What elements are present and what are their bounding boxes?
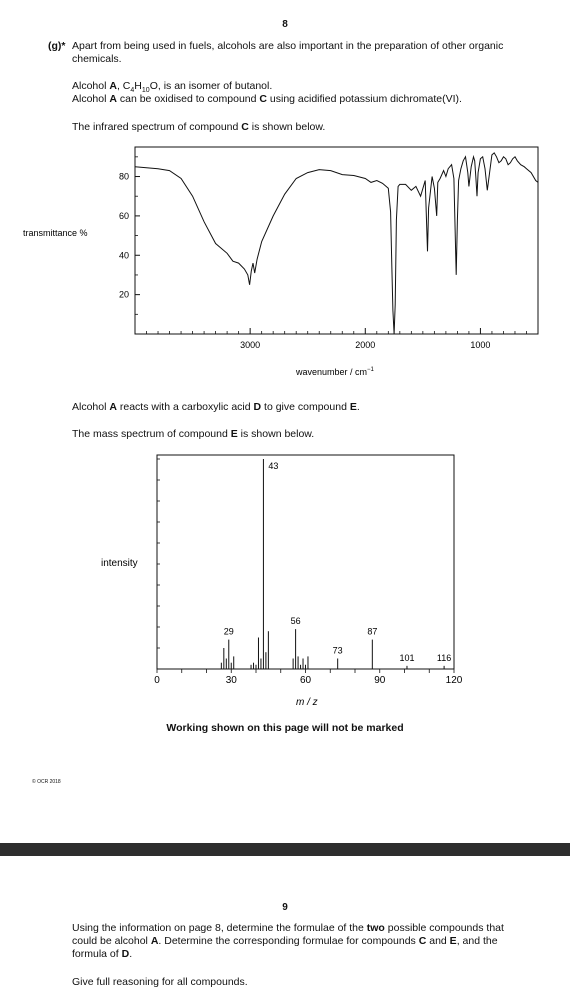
- ms-intro: [72, 428, 314, 441]
- bold-two: two: [366, 922, 385, 934]
- ir-x-axis: [135, 328, 538, 350]
- label-d: D: [253, 401, 262, 413]
- formula-o: O: [149, 80, 158, 92]
- ir-x-axis-label: [295, 367, 375, 377]
- page-9: [0, 856, 570, 996]
- ir-spectrum-chart: [0, 135, 570, 385]
- ir-y-tick-label: 20: [118, 289, 129, 300]
- ms-x-tick-label: 90: [374, 675, 386, 686]
- text-span: can be oxidised to compound: [116, 93, 260, 105]
- page-divider: [0, 843, 570, 856]
- instruction-line-3: [72, 948, 552, 961]
- text-span: formula of: [72, 948, 122, 960]
- label-e: E: [349, 401, 357, 413]
- ir-x-tick-label: 3000: [240, 340, 261, 350]
- formula-h: H: [134, 80, 142, 92]
- ms-peak-label: 116: [436, 652, 452, 663]
- page-9-instructions: [72, 922, 552, 961]
- ir-intro: [72, 121, 325, 134]
- ir-y-tick-label: 40: [118, 250, 129, 261]
- label-a: A: [150, 935, 159, 947]
- question-intro-line-1: Apart from being used in fuels, alcohols are also important in the preparation of other organic: [72, 40, 504, 52]
- label-a: A: [109, 93, 117, 105]
- instruction-line-2: [72, 935, 552, 948]
- text-span: The mass spectrum of compound: [72, 428, 231, 440]
- text-span: Alcohol: [72, 80, 110, 92]
- formula-subscript: 4: [130, 87, 135, 95]
- page-number: 8: [282, 19, 288, 30]
- text-span: ,: [116, 80, 123, 92]
- label-d: D: [121, 948, 130, 960]
- ir-spectrum-trace: [135, 153, 538, 334]
- ms-peak-label: 43: [268, 461, 279, 471]
- label-c: C: [241, 121, 249, 133]
- ms-peak-label: 73: [332, 645, 343, 656]
- text-span: .: [356, 401, 360, 413]
- text-span: possible compounds that: [384, 922, 504, 934]
- ms-peak-label: 87: [367, 626, 378, 637]
- question-intro: [72, 40, 552, 66]
- ir-x-tick-label: 1000: [470, 340, 491, 350]
- ir-y-tick-label: 60: [118, 210, 129, 221]
- ir-x-axis-label-sup: −1: [367, 367, 374, 373]
- text-span: is shown below.: [237, 428, 315, 440]
- text-span: .: [129, 948, 133, 960]
- ir-y-axis: [119, 157, 140, 314]
- ms-y-axis-label: intensity: [101, 558, 138, 569]
- working-note: Working shown on this page will not be marked: [166, 722, 404, 734]
- text-span: reacts with a carboxylic acid: [116, 401, 254, 413]
- label-a: A: [109, 401, 117, 413]
- text-span: Alcohol: [72, 93, 110, 105]
- instruction-line-1: [72, 922, 552, 935]
- question-label: (g)*: [48, 40, 66, 52]
- ms-peak-label: 56: [290, 616, 301, 627]
- oxidation-line: [72, 93, 552, 106]
- ir-x-axis-label-text: wavenumber / cm: [296, 367, 368, 377]
- ir-y-tick-label: 80: [118, 171, 129, 182]
- text-span: , is an isomer of butanol.: [157, 80, 273, 92]
- ms-peaks: [221, 459, 451, 669]
- text-span: . Determine the corresponding formulae for compounds: [158, 935, 419, 947]
- copyright-notice: © OCR 2018: [32, 779, 61, 785]
- label-e: E: [230, 428, 238, 440]
- ms-x-tick-label: 30: [225, 675, 237, 686]
- label-a: A: [109, 80, 117, 92]
- label-e: E: [449, 935, 457, 947]
- question-intro-line-2: chemicals.: [72, 53, 122, 65]
- text-span: Alcohol: [72, 401, 110, 413]
- formula: [122, 80, 158, 95]
- text-span: and: [426, 935, 450, 947]
- ir-y-axis-label: transmittance %: [23, 228, 88, 238]
- formula-subscript: 10: [141, 87, 150, 95]
- page-number: 9: [282, 902, 288, 913]
- reasoning-instruction: Give full reasoning for all compounds.: [72, 976, 248, 988]
- formula-c: C: [122, 80, 131, 92]
- ms-x-tick-label: 60: [299, 675, 312, 686]
- label-c: C: [418, 935, 427, 947]
- ester-line: [72, 401, 360, 414]
- ir-x-tick-label: 2000: [355, 340, 376, 350]
- ms-peak-label: 29: [223, 626, 234, 637]
- ms-x-axis-label: m / z: [296, 697, 318, 708]
- ms-x-tick-label: 0: [154, 675, 160, 686]
- ms-x-tick-label: 120: [445, 675, 463, 686]
- text-span: is shown below.: [248, 121, 326, 133]
- text-span: The infrared spectrum of compound: [72, 121, 242, 133]
- text-span: Using the information on page 8, determine the formulae of the: [72, 922, 367, 934]
- text-span: to give compound: [261, 401, 350, 413]
- ms-peak-label: 101: [399, 652, 415, 663]
- mass-spectrum-chart: [0, 445, 570, 715]
- ms-x-axis: [154, 669, 463, 686]
- ms-plot-frame: [157, 455, 454, 669]
- text-span: could be alcohol: [72, 935, 151, 947]
- label-c: C: [259, 93, 267, 105]
- text-span: using acidified potassium dichromate(VI).: [266, 93, 462, 105]
- text-span: , and the: [456, 935, 498, 947]
